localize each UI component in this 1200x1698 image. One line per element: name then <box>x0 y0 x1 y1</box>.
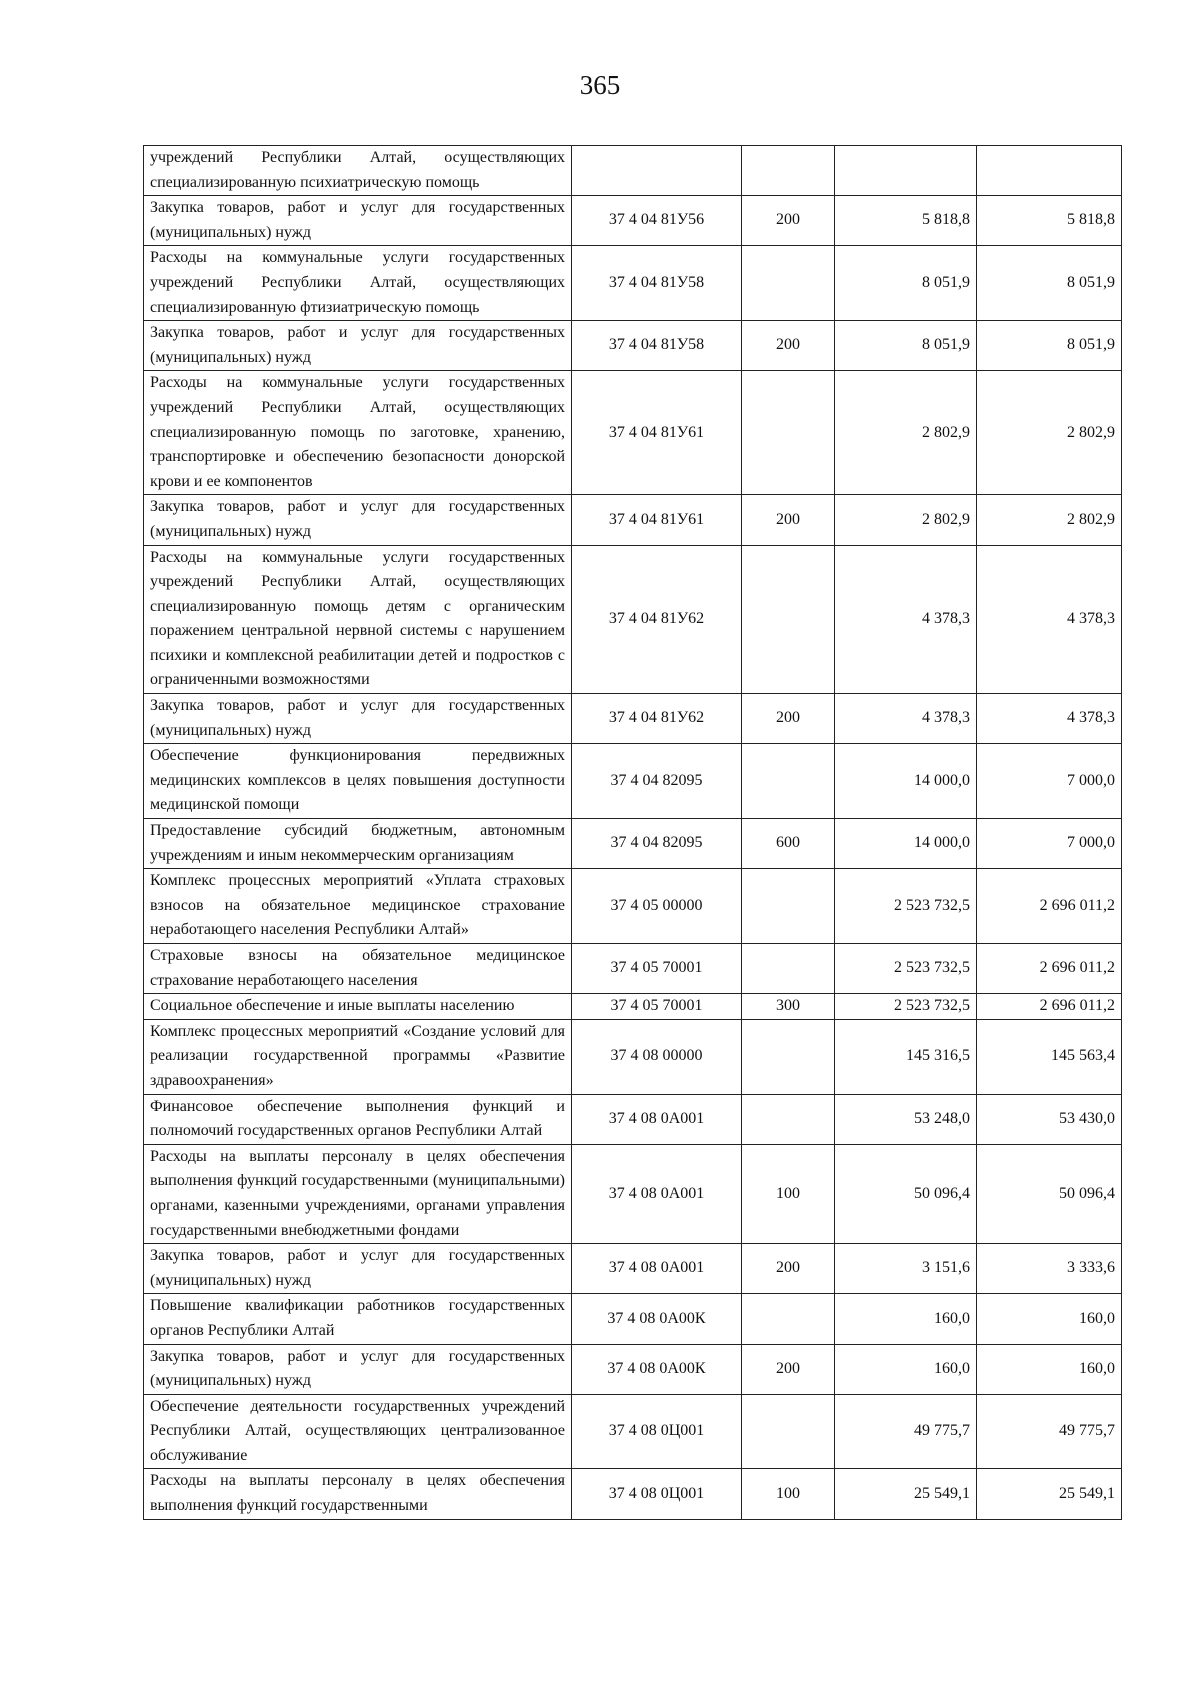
page-number: 365 <box>579 70 621 100</box>
amount-year2-cell: 7 000,0 <box>977 744 1122 819</box>
table-row <box>144 1469 1122 1519</box>
table-row <box>144 1394 1122 1469</box>
target-code-cell: 37 4 04 81У62 <box>572 545 742 694</box>
amount-year2-cell: 8 051,9 <box>977 246 1122 321</box>
expense-name-cell: Социальное обеспечение и иные выплаты населению <box>144 994 572 1020</box>
target-code-cell: 37 4 08 0Ц001 <box>572 1469 742 1519</box>
table-row <box>144 495 1122 545</box>
amount-year2-cell: 2 802,9 <box>977 495 1122 545</box>
expense-name-cell: Закупка товаров, работ и услуг для государственных (муниципальных) нужд <box>144 321 572 371</box>
amount-year2-cell: 5 818,8 <box>977 196 1122 246</box>
amount-year2-cell: 8 051,9 <box>977 321 1122 371</box>
target-code-cell: 37 4 04 81У62 <box>572 694 742 744</box>
expense-type-cell: 200 <box>742 495 835 545</box>
amount-year1-cell <box>835 146 977 196</box>
amount-year1-cell: 3 151,6 <box>835 1244 977 1294</box>
amount-year2-cell: 145 563,4 <box>977 1019 1122 1094</box>
target-code-cell: 37 4 08 0А00К <box>572 1294 742 1344</box>
amount-year2-cell: 2 696 011,2 <box>977 869 1122 944</box>
amount-year2-cell: 4 378,3 <box>977 694 1122 744</box>
amount-year2-cell: 160,0 <box>977 1294 1122 1344</box>
target-code-cell: 37 4 05 70001 <box>572 994 742 1020</box>
table-row <box>144 246 1122 321</box>
table-row <box>144 944 1122 994</box>
expense-name-cell: Финансовое обеспечение выполнения функций и полномочий государственных органов Республики Алтай <box>144 1094 572 1144</box>
amount-year1-cell: 2 523 732,5 <box>835 944 977 994</box>
expense-name-cell: Расходы на коммунальные услуги государственных учреждений Республики Алтай, осуществляющих специализированную фтизиатрическую помощь <box>144 246 572 321</box>
amount-year1-cell: 2 802,9 <box>835 371 977 495</box>
table-row <box>144 545 1122 694</box>
expense-type-cell <box>742 545 835 694</box>
target-code-cell: 37 4 04 81У61 <box>572 495 742 545</box>
budget-table-body <box>144 146 1122 1520</box>
budget-table <box>143 145 1122 1520</box>
target-code-cell: 37 4 08 0А001 <box>572 1144 742 1243</box>
expense-name-cell: Расходы на коммунальные услуги государственных учреждений Республики Алтай, осуществляющих специализированную помощь детям с органическим поражением центральной нервной системы с нарушением психики и комплексной реабилитации детей и подростков с ограниченными возможностями <box>144 545 572 694</box>
table-row <box>144 994 1122 1020</box>
expense-name-cell: Закупка товаров, работ и услуг для государственных (муниципальных) нужд <box>144 1244 572 1294</box>
expense-type-cell: 300 <box>742 994 835 1020</box>
target-code-cell <box>572 146 742 196</box>
target-code-cell: 37 4 08 0А001 <box>572 1094 742 1144</box>
expense-type-cell <box>742 1019 835 1094</box>
amount-year1-cell: 53 248,0 <box>835 1094 977 1144</box>
table-row <box>144 744 1122 819</box>
amount-year1-cell: 160,0 <box>835 1344 977 1394</box>
amount-year2-cell: 50 096,4 <box>977 1144 1122 1243</box>
target-code-cell: 37 4 05 70001 <box>572 944 742 994</box>
table-row <box>144 1294 1122 1344</box>
expense-type-cell <box>742 246 835 321</box>
expense-name-cell: Закупка товаров, работ и услуг для государственных (муниципальных) нужд <box>144 694 572 744</box>
expense-type-cell <box>742 371 835 495</box>
expense-name-cell: Расходы на выплаты персоналу в целях обеспечения выполнения функций государственными <box>144 1469 572 1519</box>
amount-year1-cell: 2 802,9 <box>835 495 977 545</box>
expense-type-cell <box>742 1094 835 1144</box>
expense-type-cell: 100 <box>742 1144 835 1243</box>
amount-year1-cell: 8 051,9 <box>835 321 977 371</box>
amount-year1-cell: 8 051,9 <box>835 246 977 321</box>
table-row <box>144 196 1122 246</box>
table-row <box>144 869 1122 944</box>
expense-name-cell: Закупка товаров, работ и услуг для государственных (муниципальных) нужд <box>144 495 572 545</box>
amount-year2-cell: 4 378,3 <box>977 545 1122 694</box>
target-code-cell: 37 4 04 81У58 <box>572 321 742 371</box>
amount-year2-cell <box>977 146 1122 196</box>
amount-year1-cell: 14 000,0 <box>835 744 977 819</box>
target-code-cell: 37 4 08 0А00К <box>572 1344 742 1394</box>
table-row <box>144 321 1122 371</box>
amount-year2-cell: 49 775,7 <box>977 1394 1122 1469</box>
expense-name-cell: Комплекс процессных мероприятий «Уплата страховых взносов на обязательное медицинское страхование неработающего населения Республики Алтай» <box>144 869 572 944</box>
expense-type-cell <box>742 1294 835 1344</box>
amount-year1-cell: 2 523 732,5 <box>835 869 977 944</box>
expense-name-cell: учреждений Республики Алтай, осуществляющих специализированную психиатрическую помощь <box>144 146 572 196</box>
table-row <box>144 1344 1122 1394</box>
amount-year2-cell: 7 000,0 <box>977 819 1122 869</box>
expense-type-cell: 200 <box>742 1344 835 1394</box>
table-row <box>144 819 1122 869</box>
expense-type-cell: 200 <box>742 321 835 371</box>
expense-name-cell: Предоставление субсидий бюджетным, автономным учреждениям и иным некоммерческим организациям <box>144 819 572 869</box>
target-code-cell: 37 4 04 82095 <box>572 819 742 869</box>
expense-name-cell: Обеспечение функционирования передвижных медицинских комплексов в целях повышения доступности медицинской помощи <box>144 744 572 819</box>
expense-name-cell: Повышение квалификации работников государственных органов Республики Алтай <box>144 1294 572 1344</box>
expense-type-cell: 100 <box>742 1469 835 1519</box>
expense-name-cell: Расходы на коммунальные услуги государственных учреждений Республики Алтай, осуществляющих специализированную помощь по заготовке, хранению, транспортировке и обеспечению безопасности донорской крови и ее компонентов <box>144 371 572 495</box>
table-row <box>144 1094 1122 1144</box>
target-code-cell: 37 4 04 81У61 <box>572 371 742 495</box>
amount-year1-cell: 14 000,0 <box>835 819 977 869</box>
expense-name-cell: Комплекс процессных мероприятий «Создание условий для реализации государственной программы «Развитие здравоохранения» <box>144 1019 572 1094</box>
target-code-cell: 37 4 04 82095 <box>572 744 742 819</box>
expense-type-cell: 200 <box>742 694 835 744</box>
table-row <box>144 146 1122 196</box>
amount-year1-cell: 5 818,8 <box>835 196 977 246</box>
expense-name-cell: Закупка товаров, работ и услуг для государственных (муниципальных) нужд <box>144 196 572 246</box>
amount-year1-cell: 4 378,3 <box>835 545 977 694</box>
expense-type-cell <box>742 944 835 994</box>
table-row <box>144 1244 1122 1294</box>
target-code-cell: 37 4 05 00000 <box>572 869 742 944</box>
expense-name-cell: Закупка товаров, работ и услуг для государственных (муниципальных) нужд <box>144 1344 572 1394</box>
target-code-cell: 37 4 04 81У56 <box>572 196 742 246</box>
table-row <box>144 371 1122 495</box>
expense-type-cell <box>742 869 835 944</box>
expense-name-cell: Расходы на выплаты персоналу в целях обеспечения выполнения функций государственными (муниципальными) органами, казенными учреждениями, органами управления государственными внебюджетными фондами <box>144 1144 572 1243</box>
amount-year2-cell: 160,0 <box>977 1344 1122 1394</box>
expense-name-cell: Обеспечение деятельности государственных учреждений Республики Алтай, осуществляющих централизованное обслуживание <box>144 1394 572 1469</box>
expense-type-cell <box>742 146 835 196</box>
amount-year2-cell: 2 696 011,2 <box>977 944 1122 994</box>
expense-type-cell <box>742 744 835 819</box>
expense-type-cell: 600 <box>742 819 835 869</box>
target-code-cell: 37 4 08 00000 <box>572 1019 742 1094</box>
amount-year2-cell: 2 696 011,2 <box>977 994 1122 1020</box>
amount-year1-cell: 160,0 <box>835 1294 977 1344</box>
table-row <box>144 694 1122 744</box>
amount-year1-cell: 50 096,4 <box>835 1144 977 1243</box>
target-code-cell: 37 4 04 81У58 <box>572 246 742 321</box>
amount-year1-cell: 2 523 732,5 <box>835 994 977 1020</box>
amount-year1-cell: 49 775,7 <box>835 1394 977 1469</box>
target-code-cell: 37 4 08 0А001 <box>572 1244 742 1294</box>
expense-type-cell: 200 <box>742 196 835 246</box>
amount-year1-cell: 25 549,1 <box>835 1469 977 1519</box>
amount-year2-cell: 53 430,0 <box>977 1094 1122 1144</box>
target-code-cell: 37 4 08 0Ц001 <box>572 1394 742 1469</box>
amount-year2-cell: 25 549,1 <box>977 1469 1122 1519</box>
expense-type-cell <box>742 1394 835 1469</box>
expense-name-cell: Страховые взносы на обязательное медицинское страхование неработающего населения <box>144 944 572 994</box>
table-row <box>144 1019 1122 1094</box>
table-row <box>144 1144 1122 1243</box>
amount-year2-cell: 2 802,9 <box>977 371 1122 495</box>
amount-year1-cell: 145 316,5 <box>835 1019 977 1094</box>
amount-year2-cell: 3 333,6 <box>977 1244 1122 1294</box>
amount-year1-cell: 4 378,3 <box>835 694 977 744</box>
expense-type-cell: 200 <box>742 1244 835 1294</box>
